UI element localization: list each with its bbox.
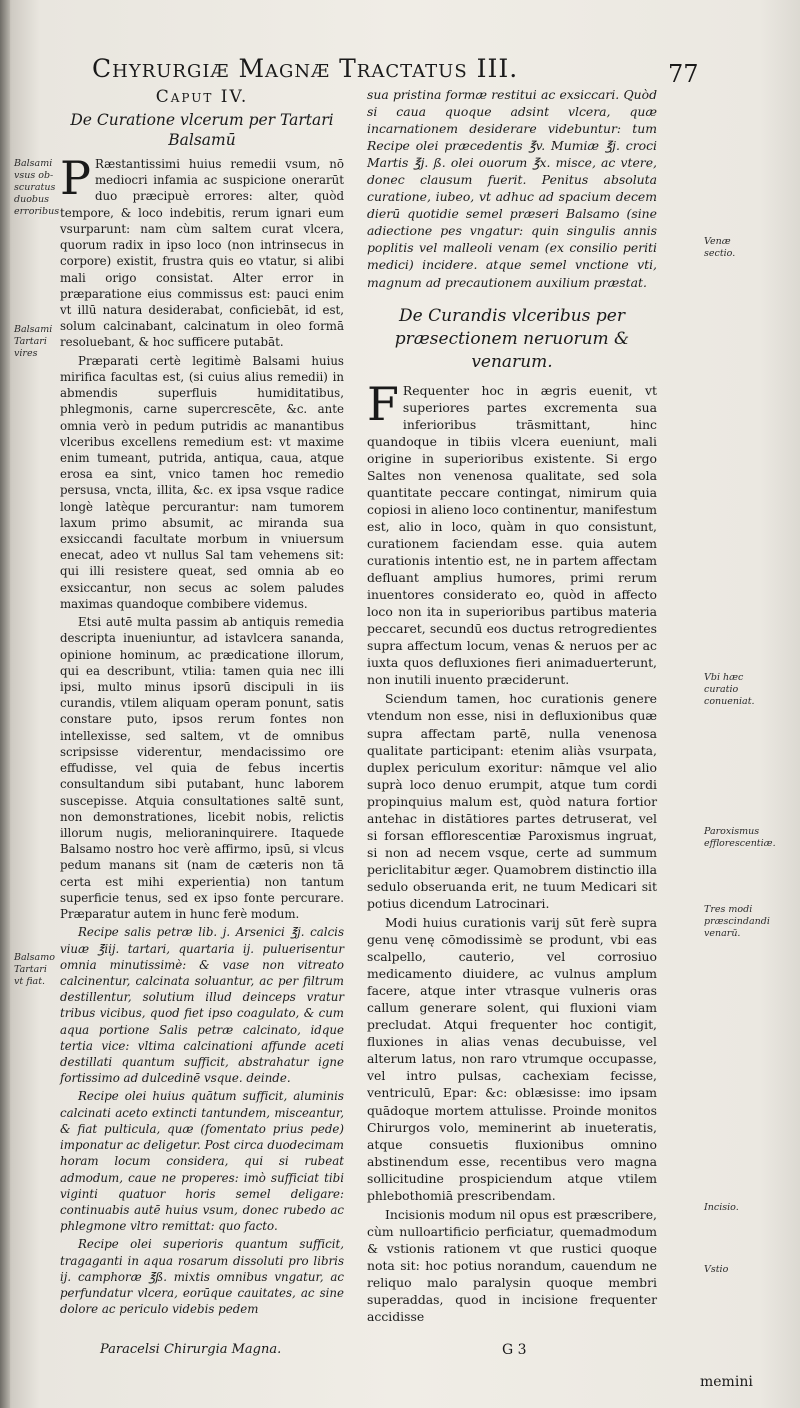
paragraph: P Ræstantissimi huius remedii vsum, nō mediocri infamia ac suspicione onerarūt duo præcipuè errores: alter, quòd tempore, & loco indebitis, rerum ignari eum vsurparunt: nam cùm saltem curat vlcera, quorum radix in ipso loco (non intrinsecus in corpore) existit, frustra quis eo vtatur, si alibi mali origo consistat. Alter error in præparatione eius commissus est: pauci enim vt illū natura desiderabat, conficiebāt, id est, solum calcinabant, calcinatum in oleo formā resoluebant, & hoc sufficere putabāt. <box>60 151 344 350</box>
marginal-note: Incisio. <box>704 1202 739 1213</box>
chapter-heading: Caput IV. <box>155 87 249 107</box>
marginal-note: Venæ sectio. <box>704 236 736 259</box>
marginal-note: Tres modi præscindandi venarū. <box>704 904 770 939</box>
marginal-note: Balsamo Tartari vt fiat. <box>14 952 55 987</box>
drop-cap: F <box>367 376 399 431</box>
right-column <box>367 86 657 1327</box>
left-column <box>60 86 344 1320</box>
paragraph: Præparati certè legitimè Balsami huius mirifica facultas est, (si cuius alius remedii) in abmendis superfluis humiditatibus, phlegmonis, carne supercrescēte, &c. ante omnia verò in pedum putridis ac manantibus vlceribus excellens remedium est: vt maxime enim tumeant, putrida, antiqua, caua, atque erosa ea sint, vnico tamen hoc remedio persusa, vncta, illita, &c. ex ipsa vsque radice longè latèque percurantur: nam tumorem laxum primo absumit, ac miranda sua exsiccandi facultate morbum in vniuersum enecat, adeo vt nullus Sal tam vehemens sit: qui illi resistere queat, sed omnia ab eo exsiccantur, non secus ac solem paludes maximas quandoque combibere videmus. <box>60 353 344 611</box>
page-gutter-shadow <box>0 0 10 1408</box>
chapter-title: De Curatione vlcerum per Tartari Balsamū <box>70 111 334 149</box>
section-title: De Curandis vlceribus per præsectionem neruorum & venarum. <box>394 305 630 372</box>
marginal-note: Vbi hæc curatio conueniat. <box>704 672 755 707</box>
paragraph: Etsi autē multa passim ab antiquis remedia descripta inueniuntur, ad istavlcera sananda, opinione hominum, ac prædicatione illorum, qui ea describunt, vtilia: tamen quia nec illi ipsi, multo minus ipsorū discipuli in iis curandis, vtilem aliquam operam ponunt, satis constare puto, ipsos rerum fontes non intellexisse, sed saltem, vt de omnibus scripsisse viderentur, mendacissimo ore effudisse, vel quia de febus incertis consultandum sibi putabant, hunc laborem suscepisse. Atquia consultationes saltē sunt, non demonstrationes, licebit nobis, relictis illorum nugis, melioraninquirere. Itaquede Balsamo nostro hoc verè affirmo, ipsū, si vlcus pedum manans sit (nam de cæteris non tā certa est mihi experientia) non tantum superficie tenus, sed ex ipso fonte percurare. Præparatur autem in hunc ferè modum. <box>60 615 344 922</box>
recipe-paragraph: Recipe salis petræ lib. j. Arsenici ℥j. calcis viuæ ℥iij. tartari, quartaria ij. puluerisentur omnia minutissimè: & vase non vitreato calcinentur, calcinata soluantur, ac per filtrum destillentur, solutium illud deinceps vratur tribus vicibus, quod fiet ipso coagulato, & cum aqua portione Salis petræ calcinato, idque tertia vice: vltima calcinationi affunde aceti destillati quantum sufficit, abstrahatur igne fortissimo ad dulcedinē vsque. deinde. <box>60 925 344 1086</box>
paragraph: Incisionis modum nil opus est præscribere, cùm nulloartificio perficiatur, quemadmodum & vstionis rationem vt que rustici quoque nota sit: hoc potius norandum, cauendum ne reliquo malo paralysin quoque membri superaddas, quod in incisione frequenter accidisse <box>367 1206 657 1325</box>
paragraph: F Requenter hoc in ægris euenit, vt superiores partes excrementa sua inferioribus trāsmittant, hinc quandoque in tibiis vlcera eueniunt, mali origine in superioribus existente. Si ergo Saltes non venenosa qualitate, sed sola quantitate peccare contingat, nimirum quia copiosi in alieno loco continentur, manifestum est, alio in loco, quàm in quo consistunt, curationem faciendam esse. quia autem curationis intentio est, ne in partem affectam defluant amplius humores, primi rerum inuentores considerato eo, quòd in affecto loco non ita in superioribus partibus materia peccaret, secundū eos ductus retrogredientes supra affectum locum, venas & neruos per ac iuxta quos defluxiones fieri animaduerterunt, non inutili inuento præciderunt. <box>367 376 657 688</box>
drop-cap: P <box>60 151 91 205</box>
paragraph: Sciendum tamen, hoc curationis genere vtendum non esse, nisi in defluxionibus quæ supra affectam partē, nulla venenosa qualitate participant: etenim aliàs vsurpata, duplex periculum exoritur: nāmque vel alio suprà loco denuo erumpit, atque tum cordi propinquius malum est, quòd natura fortior antehac in distātiores partes detruserat, vel si forsan efflorescentiæ Paroxismus ingruat, si non ad necem vsque, certe ad summum periclitabitur æger. Quamobrem distinctio illa sedulo obseruanda erit, ne tuum Medicari sit potius dicendum Latrocinari. <box>367 691 657 911</box>
running-head: Chyrurgiæ Magnæ Tractatus III. <box>92 54 519 83</box>
paragraph: sua pristina formæ restitui ac exsiccari. Quòd si caua quoque adsint vlcera, quæ incarnationem desiderare videbuntur: tum Recipe olei præcedentis ℥v. Mumiæ ℥j. croci Martis ℥j. ß. olei ouorum ℥x. misce, ac vtere, donec clausum fuerit. Penitus absoluta curatione, iubeo, vt adhuc ad spacium decem dierū quotidie semel præseri Balsamo (sine adiectione pes vngatur: quin singulis annis poplitis vel malleoli venam (ex consilio periti medici) incidere. atque semel vnctione vti, magnum ad precautionem auxilium præstat. <box>367 87 657 290</box>
recipe-paragraph: Recipe olei huius quātum sufficit, aluminis calcinati aceto extincti tantundem, misceantur, & fiat pulticula, quæ (fomentato prius pede) imponatur ac deligetur. Post circa duodecimam horam locum considera, qui si rubeat admodum, caue ne properes: imò sufficiat tibi viginti quatuor horis semel deligare: continuabis autē huius vsum, donec rubedo ac phlegmone vltro remittat: quo facto. <box>60 1089 344 1234</box>
marginal-note: Vstio <box>704 1264 729 1275</box>
catchword: memini <box>700 1374 753 1390</box>
recipe-paragraph: Recipe olei superioris quantum sufficit, tragaganti in aqua rosarum dissoluti pro libris ij. camphoræ ℥ß. mixtis omnibus vngatur, ac perfundatur vlcera, eorūque cauitates, ac sine dolore ac periculo videbis pedem <box>60 1237 344 1317</box>
marginal-note: Balsami vsus ob-scuratus duobus erroribus <box>14 158 60 217</box>
signature-mark: G 3 <box>502 1342 527 1358</box>
page-number: 77 <box>668 60 699 88</box>
marginal-note: Paroxismus efflorescentiæ. <box>704 826 776 849</box>
marginal-note: Balsami Tartari vires <box>14 324 53 359</box>
paragraph: Modi huius curationis varij sūt ferè supra genu venę cōmodissimè se produnt, vbi eas scalpello, cauterio, vel corrosiuo medicamento diuidere, ac vulnus amplum facere, atque inter vtrasque vulneris oras callum generare solent, qui fluxioni viam precludat. Atqui frequenter hoc contigit, fluxiones in alias venas decubuisse, vel alterum latus, non raro vtrumque occupasse, vel intro pulsas, cachexiam fecisse, ventriculū, Epar: &c: oblæsisse: imo ipsam quādoque mortem attulisse. Proinde monitos Chirurgos volo, meminerint ab inueteratis, atque consuetis fluxionibus omnino abstinendum esse, recentibus vero magna sollicitudine prospiciendum atque vtilem phlebothomiā prescribendam. <box>367 915 657 1203</box>
book-footer: Paracelsi Chirurgia Magna. <box>100 1342 282 1357</box>
